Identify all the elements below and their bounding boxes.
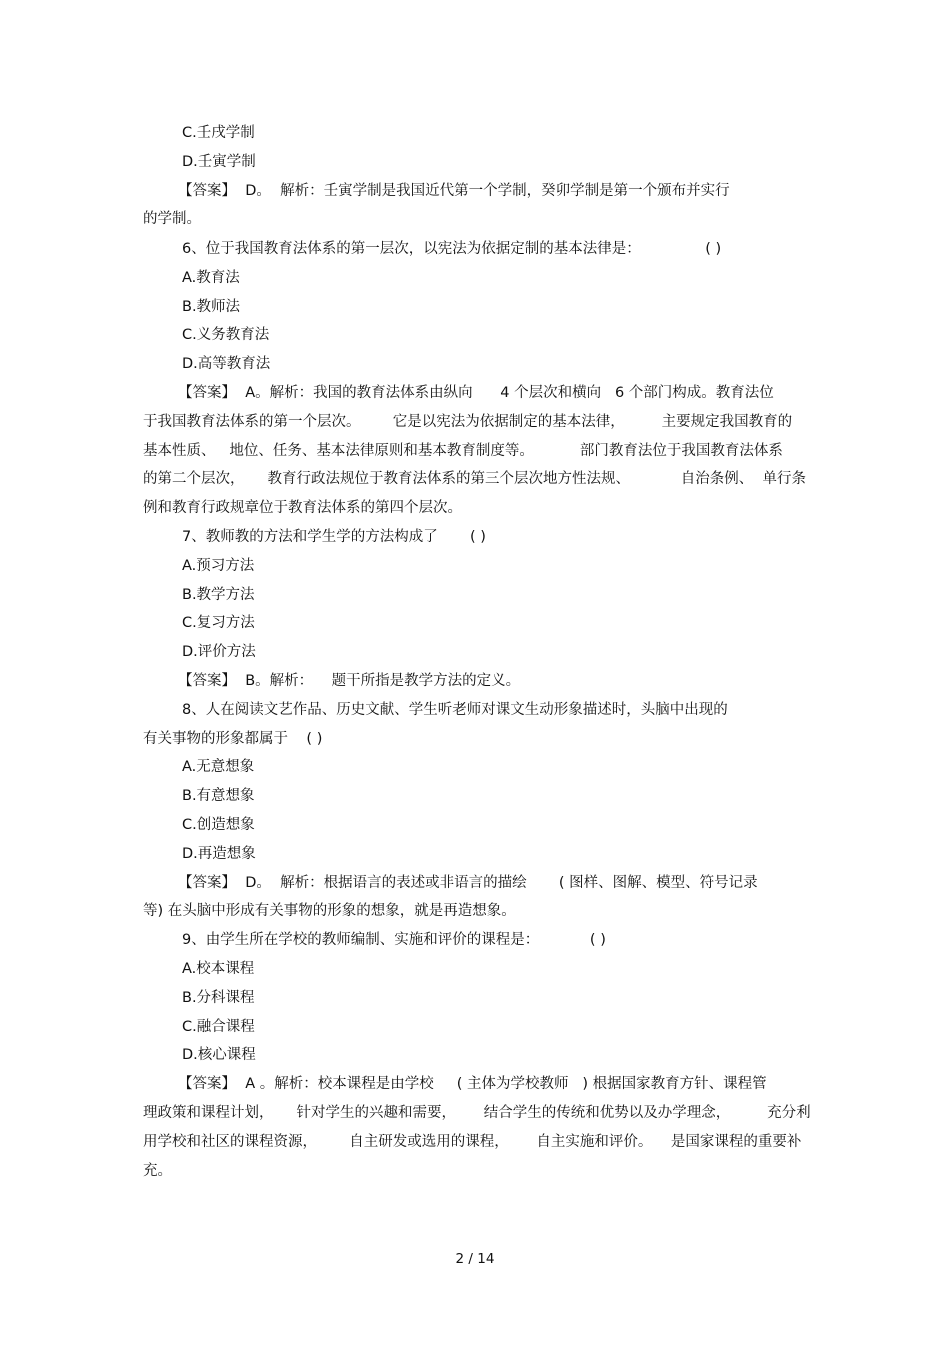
option-line: B.有意想象 [182,788,255,804]
option-line: A.无意想象 [182,759,255,775]
option-line: A.预习方法 [182,558,255,574]
option-line: D.核心课程 [182,1047,256,1063]
option-line: B.分科课程 [182,990,255,1006]
answer-line: 基本性质、 地位、任务、基本法律原则和基本教育制度等。 部门教育法位于我国教育法体系 [143,443,783,459]
option-line: C.融合课程 [182,1019,255,1035]
option-line: D.高等教育法 [182,356,271,372]
question-line: 7、教师教的方法和学生学的方法构成了 ( ) [182,529,486,545]
answer-line: 【答案】 B。解析： 题干所指是教学方法的定义。 [178,673,521,689]
answer-line: 用学校和社区的课程资源， 自主研发或选用的课程， 自主实施和评价。 是国家课程的重要补 [143,1134,802,1150]
option-line: A.教育法 [182,270,240,286]
option-line: D.再造想象 [182,846,256,862]
option-line: D.壬寅学制 [182,154,256,170]
page-number: 2 / 14 [455,1251,495,1267]
question-line: 9、由学生所在学校的教师编制、实施和评价的课程是： ( ) [182,932,606,948]
option-line: C.复习方法 [182,615,255,631]
option-line: A.校本课程 [182,961,255,977]
question-line: 6、位于我国教育法体系的第一层次，以宪法为依据定制的基本法律是： ( ) [182,241,722,257]
answer-line: 等) 在头脑中形成有关事物的形象的想象，就是再造想象。 [143,903,516,919]
answer-line: 例和教育行政规章位于教育法体系的第四个层次。 [143,500,462,516]
option-line: C.壬戌学制 [182,125,255,141]
answer-line: 【答案】 A 。解析：校本课程是由学校 ( 主体为学校教师 ) 根据国家教育方针、课程管 [178,1076,767,1092]
option-line: C.创造想象 [182,817,255,833]
option-line: C.义务教育法 [182,327,270,343]
question-line: 有关事物的形象都属于 ( ) [143,731,323,747]
answer-line: 【答案】 A。解析：我国的教育法体系由纵向 4 个层次和横向 6 个部门构成。教育法位 [178,385,774,401]
answer-line: 的第二个层次， 教育行政法规位于教育法体系的第三个层次地方性法规、 自治条例、 单行条 [143,471,806,487]
answer-line: 理政策和课程计划， 针对学生的兴趣和需要， 结合学生的传统和优势以及办学理念， 充分利 [143,1105,811,1121]
answer-line: 充。 [143,1163,172,1179]
answer-line: 【答案】 D。 解析：壬寅学制是我国近代第一个学制，癸卯学制是第一个颁布并实行 [178,183,730,199]
option-line: D.评价方法 [182,644,256,660]
option-line: B.教学方法 [182,587,255,603]
answer-line: 的学制。 [143,211,201,227]
answer-line: 【答案】 D。 解析：根据语言的表述或非语言的描绘 ( 图样、图解、模型、符号记录 [178,875,758,891]
answer-line: 于我国教育法体系的第一个层次。 它是以宪法为依据制定的基本法律， 主要规定我国教育的 [143,414,793,430]
question-line: 8、人在阅读文艺作品、历史文献、学生听老师对课文生动形象描述时，头脑中出现的 [182,702,728,718]
option-line: B.教师法 [182,299,241,315]
